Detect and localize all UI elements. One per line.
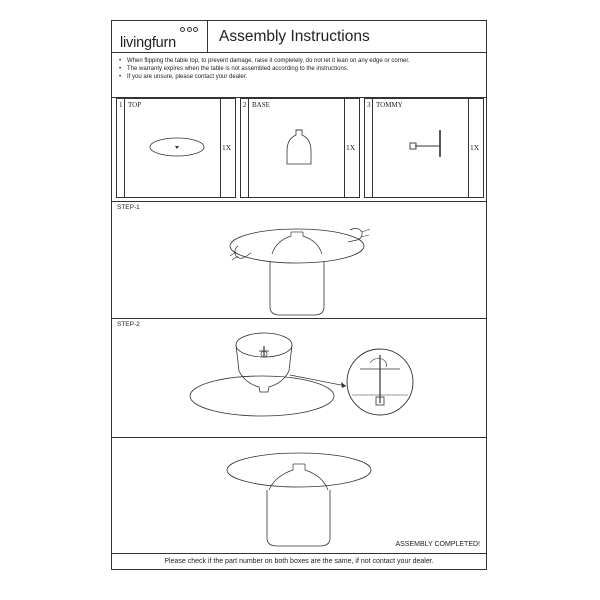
step-1-label: STEP-1 [117, 204, 140, 211]
step-1-illustration [112, 202, 486, 319]
completed-label: ASSEMBLY COMPLETED! [395, 541, 480, 548]
step-2-label: STEP-2 [117, 321, 140, 328]
note-item: • The warranty expires when the table is not assembled according to the instructions. [119, 66, 349, 72]
brand-logo: livingfurn [120, 35, 177, 51]
note-item: • When flipping the table top, to prevent damage, raise it completely, do not let it lean on any edge or corner. [119, 58, 410, 64]
vase-base-icon [284, 127, 314, 167]
footer-note: Please check if the part number on both boxes are the same, if not contact your dealer. [112, 553, 486, 569]
page-title: Assembly Instructions [219, 28, 370, 45]
final-table-illustration [112, 438, 486, 554]
step-1-section [112, 201, 486, 318]
table-top-icon [147, 134, 207, 160]
t-handle-key-icon [405, 125, 449, 165]
header-divider [207, 21, 208, 53]
part-base: 2 BASE 1X [240, 98, 360, 198]
step-2-illustration [112, 319, 486, 438]
parts-list [112, 98, 486, 199]
note-item: • If you are unsure, please contact your dealer. [119, 74, 248, 80]
final-section [112, 437, 486, 553]
instruction-sheet [111, 20, 487, 570]
brand-logo-dots-icon: • • • [181, 27, 197, 31]
header [112, 21, 486, 53]
part-tommy: 3 TOMMY 1X [364, 98, 484, 198]
step-2-section [112, 318, 486, 437]
part-top: 1 TOP 1X [116, 98, 236, 198]
notes-section [112, 54, 486, 98]
